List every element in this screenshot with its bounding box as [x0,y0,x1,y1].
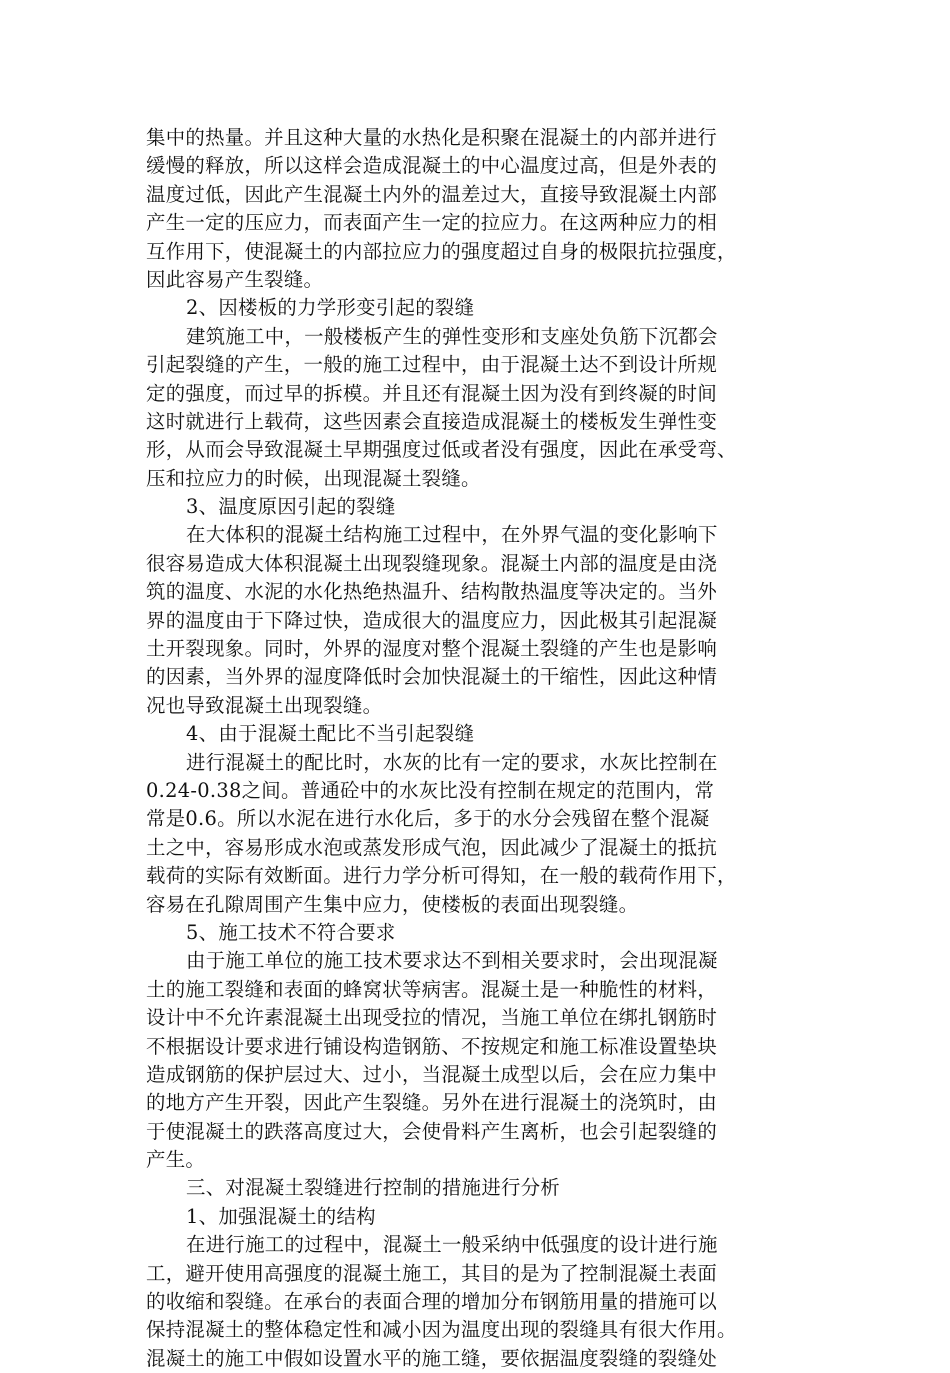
text-line: 集中的热量。并且这种大量的水热化是积聚在混凝土的内部并进行 [146,126,718,149]
text-line: 常是0.6。所以水泥在进行水化后，多于的水分会残留在整个混凝 [146,807,710,831]
text-line: 况也导致混凝土出现裂缝。 [146,693,383,717]
text-line: 在进行施工的过程中，混凝土一般采纳中低强度的设计进行施 [186,1233,718,1257]
text-line: 造成钢筋的保护层过大、过小，当混凝土成型以后，会在应力集中 [146,1062,718,1086]
text-line: 设计中不允许素混凝土出现受拉的情况，当施工单位在绑扎钢筋时 [146,1006,718,1030]
text-line: 的因素，当外界的湿度降低时会加快混凝土的干缩性，因此这种情 [146,665,718,689]
text-line: 互作用下，使混凝土的内部拉应力的强度超过自身的极限抗拉强度， [146,239,737,263]
text-line: 界的温度由于下降过快，造成很大的温度应力，因此极其引起混凝 [146,608,718,632]
text-line: 保持混凝土的整体稳定性和减小因为温度出现的裂缝具有很大作用。 [146,1318,737,1342]
text-line: 土的施工裂缝和表面的蜂窝状等病害。混凝土是一种脆性的材料， [146,977,718,1001]
text-line: 1、加强混凝土的结构 [186,1204,376,1228]
text-line: 混凝土的施工中假如设置水平的施工缝，要依据温度裂缝的裂缝处 [146,1346,718,1370]
text-line: 定的强度，而过早的拆模。并且还有混凝土因为没有到终凝的时间 [146,381,718,405]
text-line: 于使混凝土的跌落高度过大，会使骨料产生离析，也会引起裂缝的 [146,1119,718,1143]
text-line: 压和拉应力的时候，出现混凝土裂缝。 [146,466,481,490]
text-line: 不根据设计要求进行铺设构造钢筋、不按规定和施工标准设置垫块 [146,1034,718,1058]
text-line: 温度过低，因此产生混凝土内外的温差过大，直接导致混凝土内部 [146,182,718,206]
document-body [146,124,806,1373]
text-line: 缓慢的释放，所以这样会造成混凝土的中心温度过高，但是外表的 [146,154,718,178]
text-line: 3、温度原因引起的裂缝 [186,495,396,519]
text-line: 的收缩和裂缝。在承台的表面合理的增加分布钢筋用量的措施可以 [146,1290,718,1314]
text-line: 在大体积的混凝土结构施工过程中，在外界气温的变化影响下 [186,523,718,547]
text-line: 很容易造成大体积混凝土出现裂缝现象。混凝土内部的温度是由浇 [146,551,718,575]
text-line: 0.24-0.38之间。普通砼中的水灰比没有控制在规定的范围内，常 [146,778,715,802]
text-line: 产生一定的压应力，而表面产生一定的拉应力。在这两种应力的相 [146,211,718,235]
text-line: 载荷的实际有效断面。进行力学分析可得知，在一般的载荷作用下， [146,864,737,888]
text-line: 的地方产生开裂，因此产生裂缝。另外在进行混凝土的浇筑时，由 [146,1091,718,1115]
text-line: 工，避开使用高强度的混凝土施工，其目的是为了控制混凝土表面 [146,1261,718,1285]
text-line: 4、由于混凝土配比不当引起裂缝 [186,722,475,746]
text-line: 筑的温度、水泥的水化热绝热温升、结构散热温度等决定的。当外 [146,580,718,604]
text-line: 进行混凝土的配比时，水灰的比有一定的要求，水灰比控制在 [186,750,718,774]
text-line: 土之中，容易形成水泡或蒸发形成气泡，因此减少了混凝土的抵抗 [146,835,718,859]
text-line: 产生。 [146,1148,206,1172]
text-line: 建筑施工中，一般楼板产生的弹性变形和支座处负筋下沉都会 [186,324,718,348]
text-line: 引起裂缝的产生，一般的施工过程中，由于混凝土达不到设计所规 [146,353,718,377]
text-line: 土开裂现象。同时，外界的湿度对整个混凝土裂缝的产生也是影响 [146,637,718,661]
text-line: 2、因楼板的力学形变引起的裂缝 [186,296,475,320]
text-line: 由于施工单位的施工技术要求达不到相关要求时，会出现混凝 [186,949,718,973]
text-line: 因此容易产生裂缝。 [146,267,324,291]
text-line: 三、对混凝土裂缝进行控制的措施进行分析 [186,1176,561,1200]
text-line: 形，从而会导致混凝土早期强度过低或者没有强度，因此在承受弯、 [146,438,737,462]
text-line: 5、施工技术不符合要求 [186,920,396,944]
text-line: 这时就进行上载荷，这些因素会直接造成混凝土的楼板发生弹性变 [146,409,718,433]
text-line: 容易在孔隙周围产生集中应力，使楼板的表面出现裂缝。 [146,892,639,916]
